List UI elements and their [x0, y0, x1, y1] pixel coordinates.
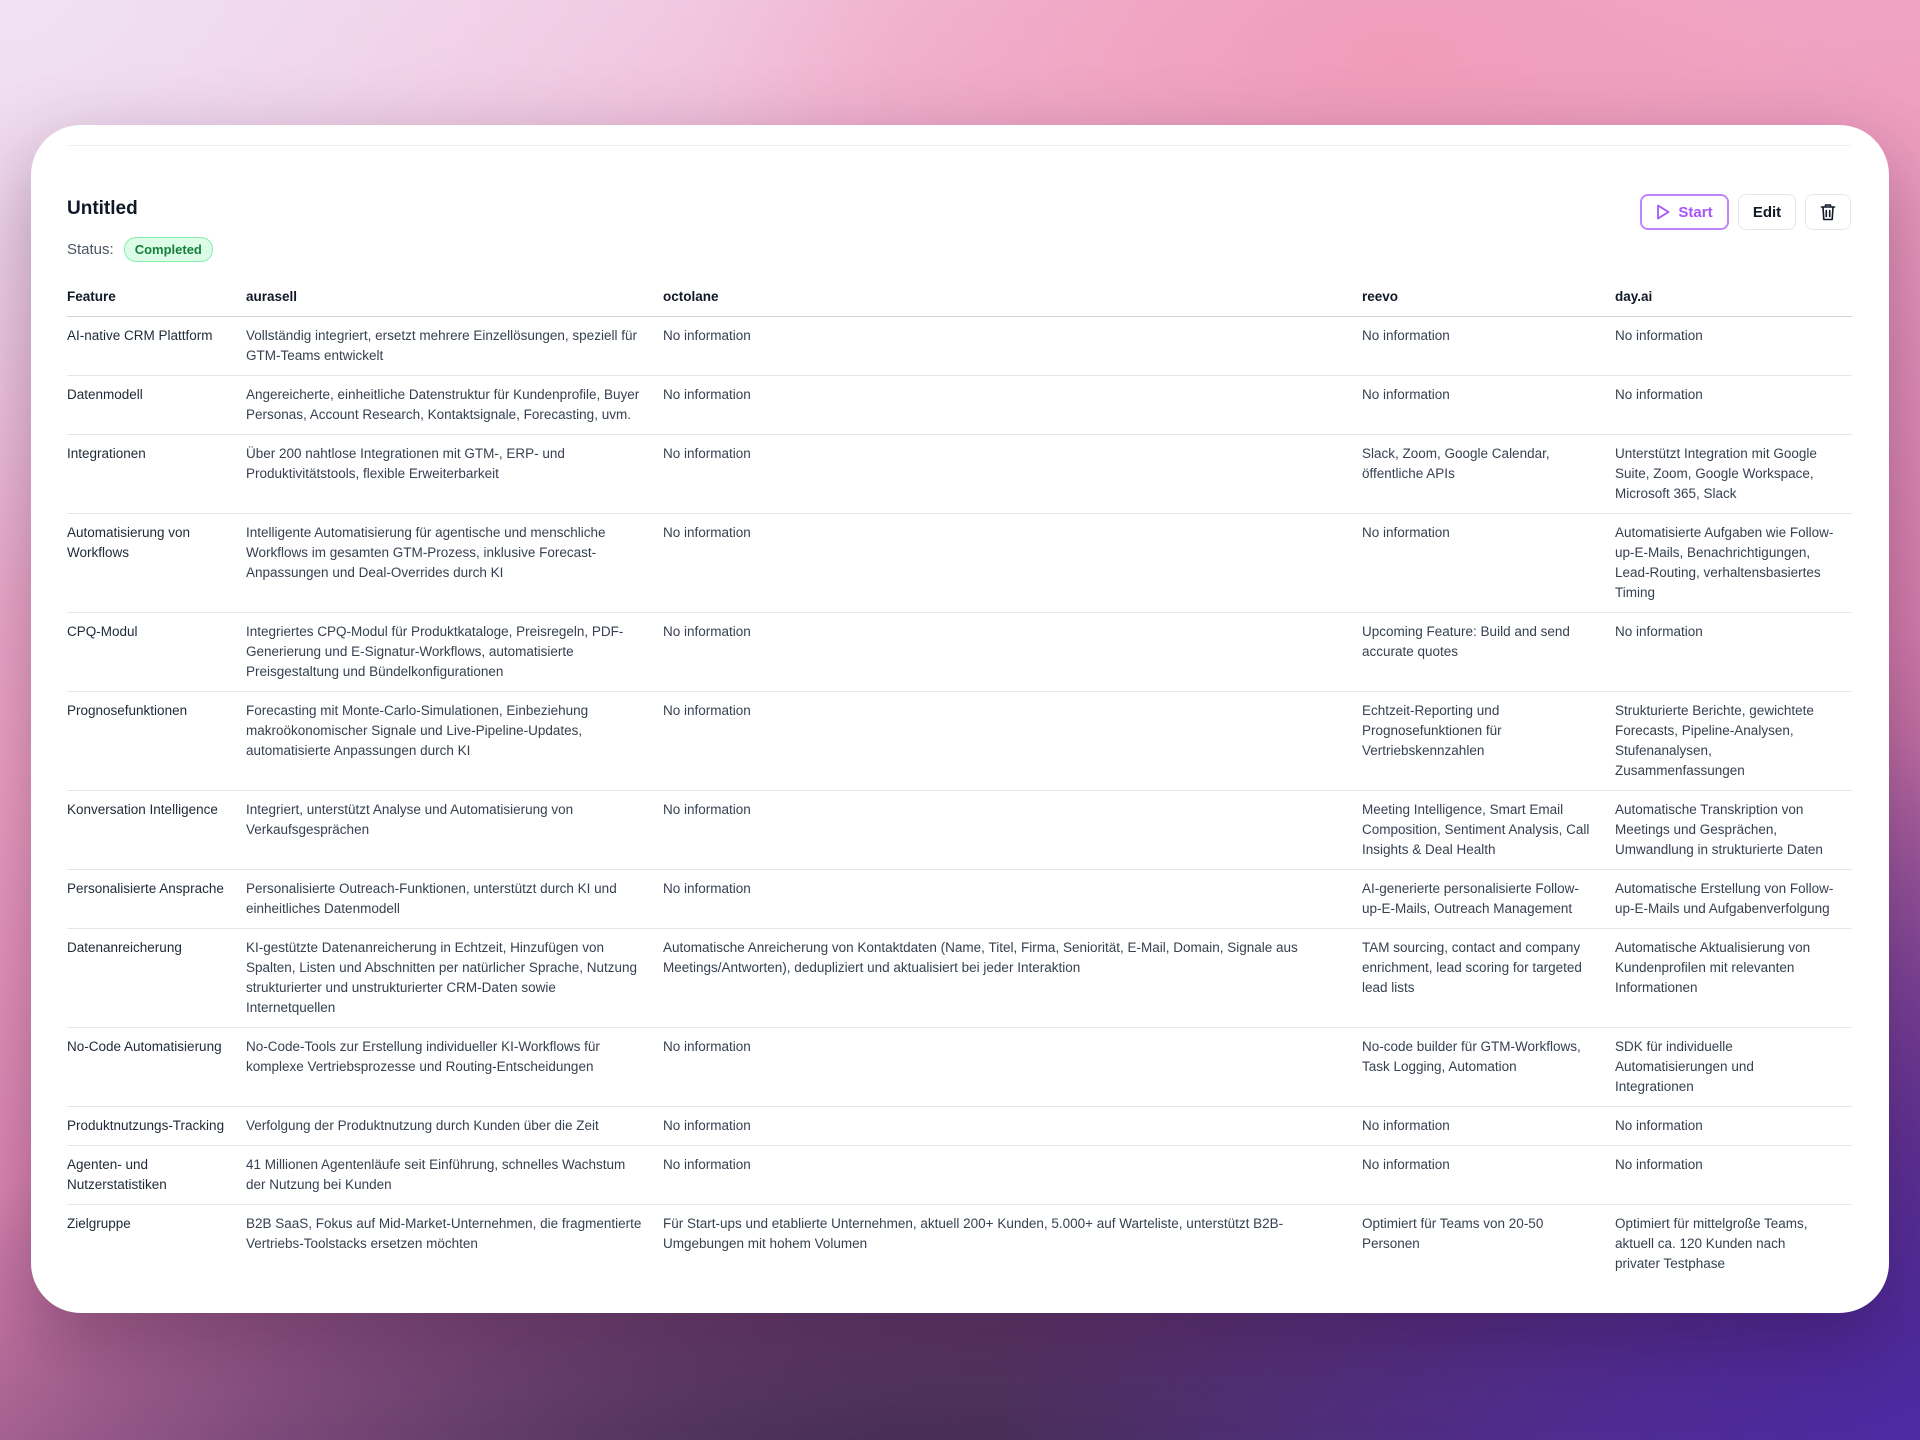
- table-cell: No information: [1362, 1107, 1615, 1146]
- table-row: [67, 870, 1852, 929]
- table-cell: Verfolgung der Produktnutzung durch Kunden über die Zeit: [246, 1107, 663, 1146]
- column-header: reevo: [1362, 283, 1615, 317]
- table-cell: No information: [663, 1107, 1362, 1146]
- start-button[interactable]: [1640, 194, 1729, 230]
- feature-cell: Konversation Intelligence: [67, 791, 246, 870]
- feature-cell: Produktnutzungs-Tracking: [67, 1107, 246, 1146]
- feature-cell: CPQ-Modul: [67, 613, 246, 692]
- comparison-card: [31, 125, 1889, 1313]
- table-cell: Automatische Aktualisierung von Kundenprofilen mit relevanten Informationen: [1615, 929, 1852, 1028]
- column-header: octolane: [663, 283, 1362, 317]
- feature-cell: Personalisierte Ansprache: [67, 870, 246, 929]
- feature-cell: AI-native CRM Plattform: [67, 317, 246, 376]
- table-cell: SDK für individuelle Automatisierungen und Integrationen: [1615, 1028, 1852, 1107]
- toolbar: [1640, 194, 1851, 230]
- table-cell: No information: [1362, 317, 1615, 376]
- table-body: [67, 317, 1852, 1284]
- table-cell: No information: [663, 613, 1362, 692]
- table-cell: TAM sourcing, contact and company enrichment, lead scoring for targeted lead lists: [1362, 929, 1615, 1028]
- feature-cell: Integrationen: [67, 435, 246, 514]
- column-header: day.ai: [1615, 283, 1852, 317]
- table-cell: No information: [663, 1146, 1362, 1205]
- table-cell: Optimiert für Teams von 20-50 Personen: [1362, 1216, 1544, 1251]
- table-cell: No information: [1615, 1107, 1852, 1146]
- comparison-table: [67, 283, 1852, 1283]
- table-cell: B2B SaaS, Fokus auf Mid-Market-Unternehmen, die fragmentierte Vertriebs-Toolstacks ersetzen möchten: [246, 1216, 642, 1251]
- edit-button[interactable]: Edit: [1738, 194, 1796, 230]
- play-icon: [1656, 204, 1670, 220]
- table-cell: Integriert, unterstützt Analyse und Automatisierung von Verkaufsgesprächen: [246, 791, 663, 870]
- status-row: [67, 237, 213, 262]
- table-row: [67, 1028, 1852, 1107]
- table-cell: Automatisierte Aufgaben wie Follow-up-E-Mails, Benachrichtigungen, Lead-Routing, verhaltensbasiertes Timing: [1615, 514, 1852, 613]
- table-cell: Über 200 nahtlose Integrationen mit GTM-, ERP- und Produktivitätstools, flexible Erweiterbarkeit: [246, 435, 663, 514]
- table-cell: Forecasting mit Monte-Carlo-Simulationen, Einbeziehung makroökonomischer Signale und Live-Pipeline-Updates, automatisierte Anpassungen durch KI: [246, 692, 663, 791]
- table-cell: Vollständig integriert, ersetzt mehrere Einzellösungen, speziell für GTM-Teams entwickelt: [246, 317, 663, 376]
- table-cell: No information: [663, 870, 1362, 929]
- feature-cell: Automatisierung von Workflows: [67, 514, 246, 613]
- table-row: [67, 929, 1852, 1028]
- table-cell: No-code builder für GTM-Workflows, Task Logging, Automation: [1362, 1028, 1615, 1107]
- table-cell: No information: [663, 317, 1362, 376]
- feature-cell: Agenten- und Nutzerstatistiken: [67, 1146, 246, 1205]
- table-row: [67, 317, 1852, 376]
- table-row: [67, 1205, 1852, 1284]
- table-row: [67, 376, 1852, 435]
- table-cell: Meeting Intelligence, Smart Email Composition, Sentiment Analysis, Call Insights & Deal Health: [1362, 791, 1615, 870]
- table-cell: Automatische Erstellung von Follow-up-E-Mails und Aufgabenverfolgung: [1615, 870, 1852, 929]
- feature-cell: No-Code Automatisierung: [67, 1028, 246, 1107]
- table-cell: No information: [1362, 376, 1615, 435]
- table-cell: No information: [1615, 376, 1852, 435]
- table-row: [67, 692, 1852, 791]
- table-row: [67, 1107, 1852, 1146]
- table-cell: No information: [663, 435, 1362, 514]
- feature-cell: Prognosefunktionen: [67, 692, 246, 791]
- table-cell: 41 Millionen Agentenläufe seit Einführung, schnelles Wachstum der Nutzung bei Kunden: [246, 1146, 663, 1205]
- table-cell: Strukturierte Berichte, gewichtete Forecasts, Pipeline-Analysen, Stufenanalysen, Zusammenfassungen: [1615, 692, 1852, 791]
- table-cell: No information: [663, 692, 1362, 791]
- table-cell: Intelligente Automatisierung für agentische und menschliche Workflows im gesamten GTM-Prozess, inklusive Forecast-Anpassungen und Deal-Overrides durch KI: [246, 514, 663, 613]
- feature-cell: Datenanreicherung: [67, 929, 246, 1028]
- table-cell: Unterstützt Integration mit Google Suite, Zoom, Google Workspace, Microsoft 365, Slack: [1615, 435, 1852, 514]
- table-row: [67, 514, 1852, 613]
- table-cell: Für Start-ups und etablierte Unternehmen, aktuell 200+ Kunden, 5.000+ auf Warteliste, unterstützt B2B-Umgebungen mit hohem Volumen: [663, 1216, 1284, 1251]
- table-cell: No information: [1615, 1146, 1852, 1205]
- table-row: [67, 1146, 1852, 1205]
- table-cell: Echtzeit-Reporting und Prognosefunktionen für Vertriebskennzahlen: [1362, 692, 1615, 791]
- table-cell: No information: [1615, 317, 1852, 376]
- table-cell: Angereicherte, einheitliche Datenstruktur für Kundenprofile, Buyer Personas, Account Research, Kontaktsignale, Forecasting, uvm.: [246, 376, 663, 435]
- table-row: [67, 435, 1852, 514]
- card-content: [67, 145, 1851, 1313]
- table-cell: Optimiert für mittelgroße Teams, aktuell ca. 120 Kunden nach privater Testphase: [1615, 1216, 1808, 1271]
- table-cell: No information: [1362, 1146, 1615, 1205]
- table-cell: Slack, Zoom, Google Calendar, öffentliche APIs: [1362, 435, 1615, 514]
- table-row: [67, 791, 1852, 870]
- table-cell: KI-gestützte Datenanreicherung in Echtzeit, Hinzufügen von Spalten, Listen und Abschnitten per natürlicher Sprache, Nutzung strukturierter und unstrukturierter CRM-Daten sowie Internetquellen: [246, 929, 663, 1028]
- status-label: Status:: [67, 241, 114, 258]
- table-cell: No information: [1615, 613, 1852, 692]
- column-header: aurasell: [246, 283, 663, 317]
- table-cell: No-Code-Tools zur Erstellung individueller KI-Workflows für komplexe Vertriebsprozesse und Routing-Entscheidungen: [246, 1028, 663, 1107]
- start-label: Start: [1678, 203, 1713, 221]
- feature-cell: Datenmodell: [67, 376, 246, 435]
- delete-button[interactable]: [1805, 194, 1851, 230]
- feature-cell: Zielgruppe: [67, 1216, 131, 1231]
- trash-icon: [1820, 203, 1836, 221]
- table-cell: AI-generierte personalisierte Follow-up-E-Mails, Outreach Management: [1362, 870, 1615, 929]
- table-cell: No information: [663, 514, 1362, 613]
- table-header-row: [67, 283, 1852, 317]
- table-cell: No information: [1362, 514, 1615, 613]
- table-cell: No information: [663, 1028, 1362, 1107]
- table-row: [67, 613, 1852, 692]
- column-header: Feature: [67, 283, 246, 317]
- status-badge: Completed: [124, 237, 213, 262]
- page-title: Untitled: [67, 198, 138, 219]
- table-cell: Integriertes CPQ-Modul für Produktkataloge, Preisregeln, PDF-Generierung und E-Signatur-Workflows, automatisierte Preisgestaltung und Bündelkonfigurationen: [246, 613, 663, 692]
- table-cell: Automatische Transkription von Meetings und Gesprächen, Umwandlung in strukturierte Daten: [1615, 791, 1852, 870]
- table-cell: Automatische Anreicherung von Kontaktdaten (Name, Titel, Firma, Seniorität, E-Mail, Domain, Signale aus Meetings/Antworten), dedupliziert und aktualisiert bei jeder Interaktion: [663, 929, 1362, 1028]
- table-cell: Personalisierte Outreach-Funktionen, unterstützt durch KI und einheitliches Datenmodell: [246, 870, 663, 929]
- table-cell: No information: [663, 376, 1362, 435]
- table-cell: No information: [663, 791, 1362, 870]
- top-divider: [67, 145, 1851, 146]
- table-cell: Upcoming Feature: Build and send accurate quotes: [1362, 613, 1615, 692]
